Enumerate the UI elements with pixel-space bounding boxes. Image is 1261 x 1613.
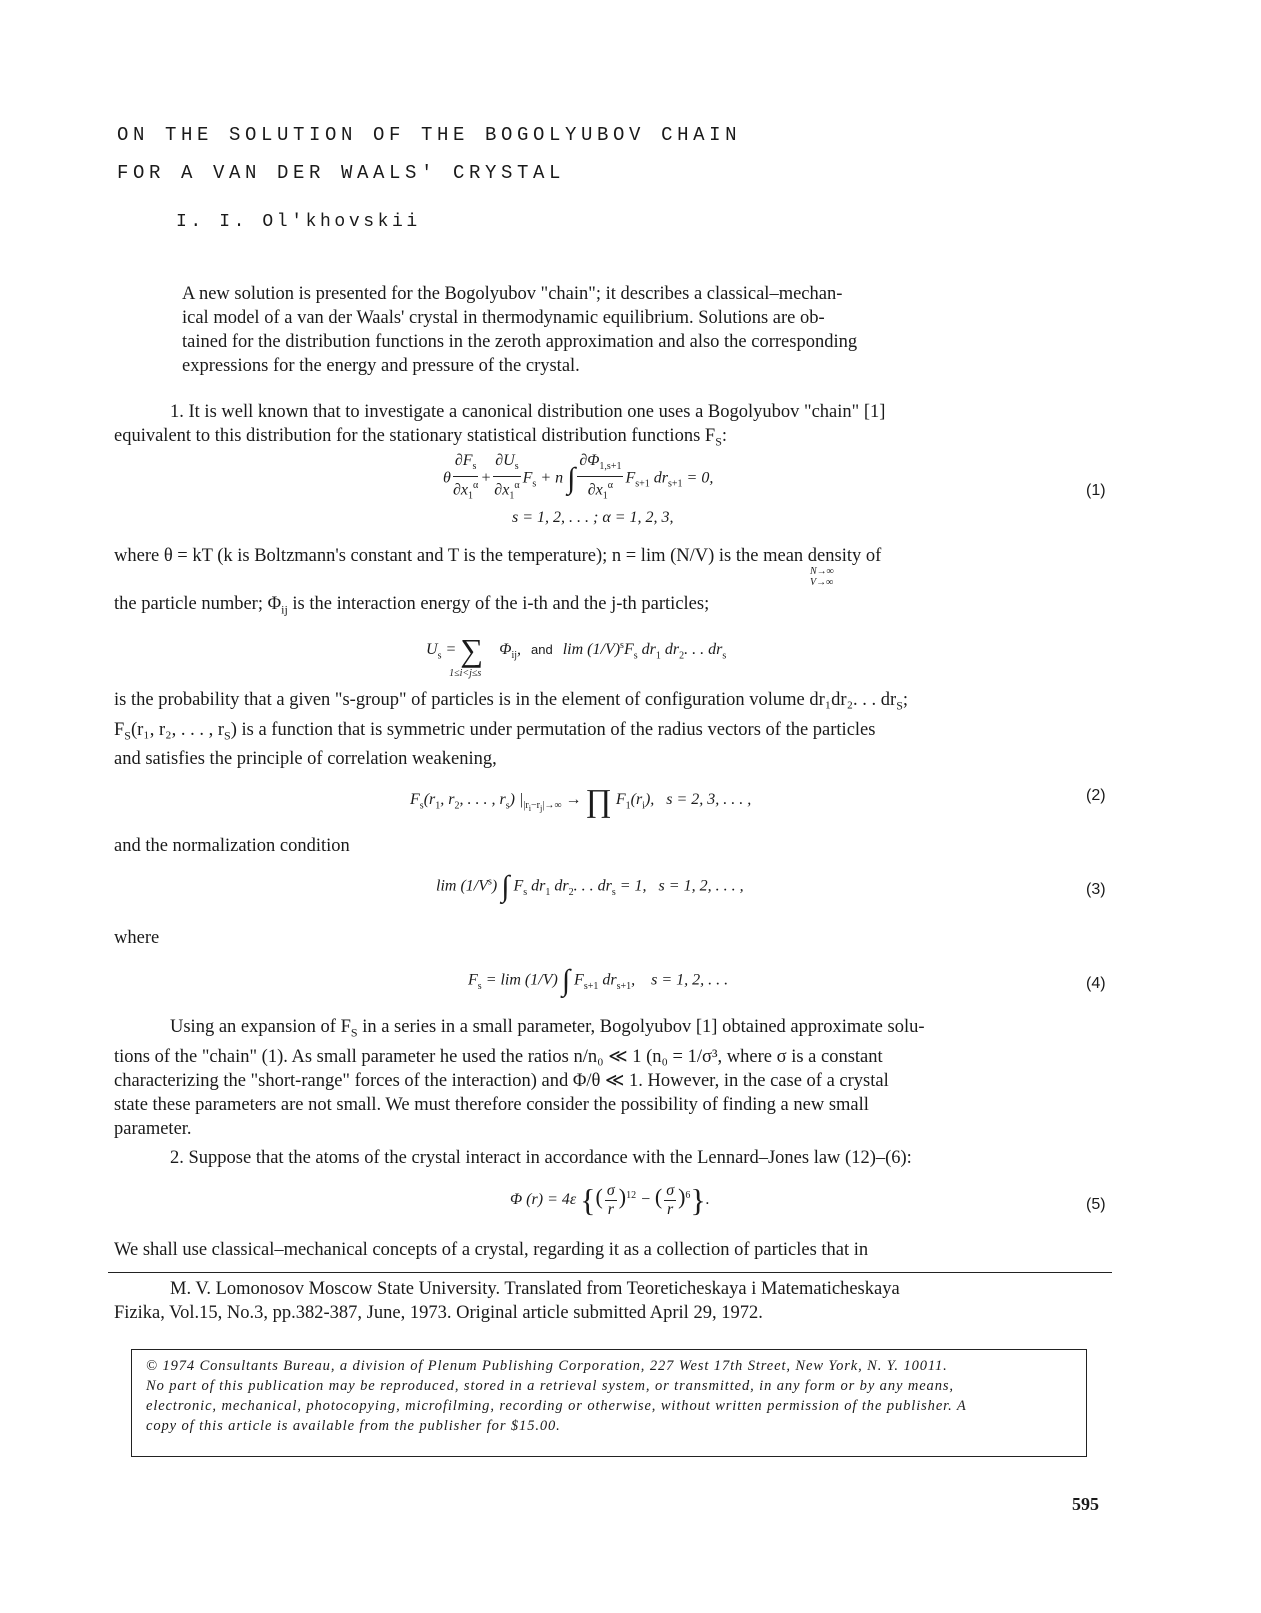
where-label: where xyxy=(114,928,160,948)
abstract-line: ical model of a van der Waals' crystal in thermodynamic equilibrium. Solutions are ob- xyxy=(182,308,825,328)
section-2-next: We shall use classical–mechanical concepts of a crystal, regarding it as a collection of particles that in xyxy=(114,1240,869,1260)
particle-line: the particle number; $\Phi_{ij}$ is the interaction energy of the i-th and the j-th particles; xyxy=(114,594,710,617)
abstract xyxy=(182,282,1042,378)
expansion-paragraph: Using an expansion of $F_S$ in a series in a small parameter, Bogolyubov [1] obtained approximate solu- tions of the "chain" (1). As small parameter he used the ratios n/n₀ ≪ 1 (n₀ = 1/σ³, where σ is a constant characterizing the "short-range" forces of the interaction) and Φ/θ ≪ 1. However, in the case of a crystal state these parameters are not small. We must therefore consider the possibility of finding a new small parameter. xyxy=(114,1017,925,1139)
lim-subscript: N→∞ V→∞ xyxy=(810,566,834,588)
equation-number: (3) xyxy=(1086,881,1106,898)
equation-4: $F_s = \lim (1/V)$ ∫ $F_{s+1}$ $dr_{s+1}$, s = 1, 2, . . . xyxy=(468,964,729,997)
equation-5: Φ (r) = 4ε {( $\frac{\sigma}{r}$ )$^{12}$ − ( $\frac{\sigma}{r}$ )$^6$}. xyxy=(510,1182,710,1218)
body-line: where θ = kT (k is Boltzmann's constant and T is the temperature); n = lim (N/V) is the mean density of xyxy=(114,546,882,566)
body-line: 1. It is well known that to investigate a canonical distribution one uses a Bogolyubov "chain" [1] xyxy=(170,402,886,422)
page-number: 595 xyxy=(1072,1494,1099,1514)
abstract-line: expressions for the energy and pressure of the crystal. xyxy=(182,356,580,376)
abstract-line: tained for the distribution functions in the zeroth approximation and also the corresponding xyxy=(182,332,858,352)
equation-1: θ $\frac{\partial F_s}{\partial x_1^\alpha}$ + $\frac{\partial U_s}{\partial x_1^\alpha}$ $F_s + n$ ∫ $\frac{\partial\Phi_{1,s+1}}{\partial x_1^\alpha}$ $F_{s+1}$ $dr_{s+1} = 0$, xyxy=(443,452,714,502)
equation-3: $\lim (1/V^s)$ ∫ $F_s$ $dr_1$ $dr_2$. . . $dr_s = 1$, s = 1, 2, . . . , xyxy=(436,870,744,903)
copyright-notice: © 1974 Consultants Bureau, a division of Plenum Publishing Corporation, 227 West 17th Street, New York, N. Y. 10011. No part of this publication may be reproduced, stored in a retrieval system, or transmitted, in any form or by any means, electronic, mechanical, photocopying, microfilming, recording or otherwise, without written permission of the publisher. A copy of this article is available from the publisher for $15.00. xyxy=(131,1349,1087,1457)
equation-number: (2) xyxy=(1086,787,1106,804)
title-line-2: FOR A VAN DER WAALS' CRYSTAL xyxy=(117,162,566,184)
section-1-intro xyxy=(114,400,1114,454)
where-theta xyxy=(114,544,1114,568)
equation-1-condition: s = 1, 2, . . . ; α = 1, 2, 3, xyxy=(512,509,674,526)
equation-2: $F_s(r_1$, $r_2$, . . . , $r_s$) $|_{|r_i-r_j|\to\infty}$ → ∏ $F_1(r_i)$, s = 2, 3, . . . , xyxy=(410,782,752,818)
footnote-rule xyxy=(108,1272,1112,1273)
equation-number: (5) xyxy=(1086,1196,1106,1213)
equation-number: (1) xyxy=(1086,482,1106,499)
body-line: equivalent to this distribution for the stationary statistical distribution functions $F_S$: xyxy=(114,426,728,449)
abstract-line: A new solution is presented for the Bogolyubov "chain"; it describes a classical–mechan- xyxy=(182,284,843,304)
equation-us: $U_s = \sum_{1\le i<j\le s}$ $\Phi_{ij}$, and $\lim (1/V)^sF_s$ $dr_1$ $dr_2$. . . $dr_s$ xyxy=(426,632,727,680)
affiliation: M. V. Lomonosov Moscow State University. Translated from Teoreticheskaya i Matematicheskaya Fizika, Vol.15, No.3, pp.382-387, June, 1973. Original article submitted April 29, 1972. xyxy=(114,1279,900,1323)
section-2-intro: 2. Suppose that the atoms of the crystal interact in accordance with the Lennard–Jones law (12)–(6): xyxy=(170,1148,912,1168)
normalization-label: and the normalization condition xyxy=(114,836,350,856)
title-line-1: ON THE SOLUTION OF THE BOGOLYUBOV CHAIN xyxy=(117,124,742,146)
equation-number: (4) xyxy=(1086,975,1106,992)
probability-paragraph: is the probability that a given "s-group" of particles is in the element of configuration volume dr₁dr₂. . . $dr_S$; $F_S(r_1$, r₂, . . . , $r_S$) is a function that is symmetric under permutation of the radius vectors of the particles and satisfies the principle of correlation weakening, xyxy=(114,690,909,770)
author: I. I. Ol'khovskii xyxy=(176,212,421,232)
